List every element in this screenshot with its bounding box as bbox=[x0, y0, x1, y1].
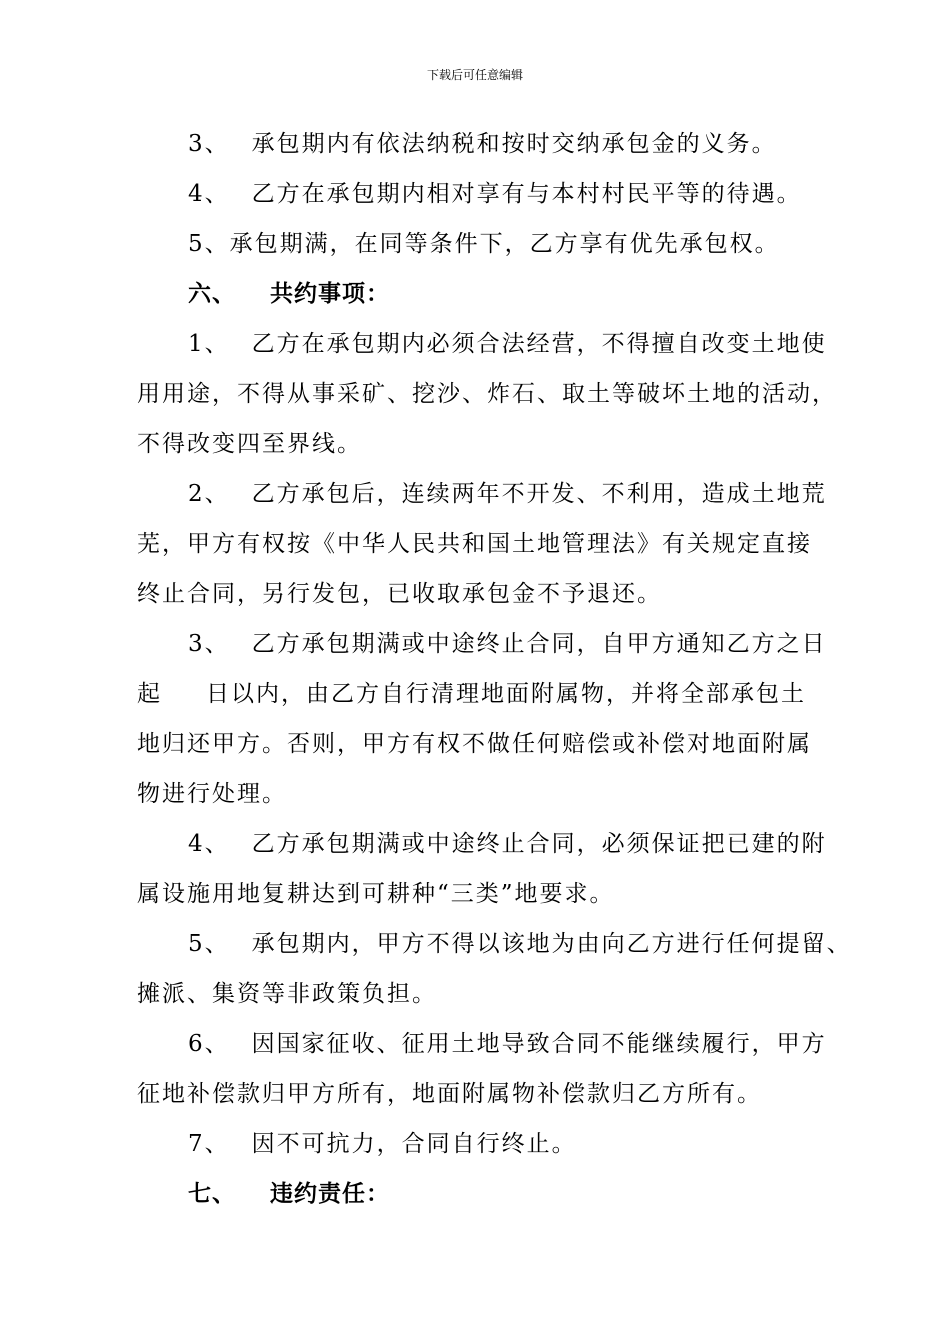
item-number: 1、 bbox=[188, 331, 230, 357]
agreement-item-1-line-2: 用用途，不得从事采矿、挖沙、炸石、取土等破坏土地的活动， bbox=[137, 381, 837, 407]
agreement-item-3-line-1 bbox=[188, 629, 908, 659]
agreement-item-6-line-1 bbox=[188, 1029, 908, 1059]
item-number: 2、 bbox=[188, 481, 230, 507]
page-header-note: 下载后可任意编辑 bbox=[426, 68, 523, 82]
section-title: 共约事项： bbox=[270, 281, 390, 307]
item-text: 因不可抗力，合同自行终止。 bbox=[251, 1131, 577, 1157]
item-number: 3、 bbox=[188, 631, 230, 657]
item-number: 6、 bbox=[188, 1031, 230, 1057]
item-text: 乙方承包期满或中途终止合同，自甲方通知乙方之日 bbox=[251, 631, 827, 657]
section-number: 六、 bbox=[188, 281, 236, 307]
agreement-item-7 bbox=[188, 1129, 908, 1159]
item-number: 7、 bbox=[188, 1131, 230, 1157]
rights-item-4 bbox=[188, 179, 908, 209]
rights-item-3 bbox=[188, 129, 908, 159]
item-text: 承包期内，甲方不得以该地为由向乙方进行任何提留、 bbox=[251, 931, 852, 957]
item-text: 乙方在承包期内相对享有与本村村民平等的待遇。 bbox=[251, 181, 802, 207]
section-heading-6 bbox=[188, 279, 908, 309]
item-text: 5、承包期满，在同等条件下，乙方享有优先承包权。 bbox=[188, 231, 780, 257]
agreement-item-1-line-1 bbox=[188, 329, 908, 359]
agreement-item-4-line-1 bbox=[188, 829, 908, 859]
item-text: 因国家征收、征用土地导致合同不能继续履行，甲方 bbox=[251, 1031, 827, 1057]
item-number: 4、 bbox=[188, 831, 230, 857]
agreement-item-5-line-1 bbox=[188, 929, 908, 959]
item-number: 4、 bbox=[188, 181, 230, 207]
item-text: 日以内，由乙方自行清理地面附属物，并将全部承包土 bbox=[206, 681, 806, 707]
agreement-item-4-line-2: 属设施用地复耕达到可耕种“三类”地要求。 bbox=[137, 881, 615, 907]
item-number: 5、 bbox=[188, 931, 230, 957]
agreement-item-5-line-2: 摊派、集资等非政策负担。 bbox=[137, 981, 437, 1007]
item-text: 乙方承包期满或中途终止合同，必须保证把已建的附 bbox=[251, 831, 827, 857]
item-text: 承包期内有依法纳税和按时交纳承包金的义务。 bbox=[251, 131, 777, 157]
section-title: 违约责任： bbox=[270, 1181, 390, 1207]
section-number: 七、 bbox=[188, 1181, 236, 1207]
rights-item-5 bbox=[188, 229, 908, 259]
agreement-item-1-line-3: 不得改变四至界线。 bbox=[137, 431, 362, 457]
agreement-item-2-line-3: 终止合同，另行发包，已收取承包金不予退还。 bbox=[137, 581, 662, 607]
section-heading-7 bbox=[188, 1179, 908, 1209]
agreement-item-3-line-4: 物进行处理。 bbox=[137, 781, 287, 807]
agreement-item-2-line-1 bbox=[188, 479, 908, 509]
agreement-item-2-line-2: 芜，甲方有权按《中华人民共和国土地管理法》有关规定直接 bbox=[137, 531, 812, 557]
item-number: 3、 bbox=[188, 131, 230, 157]
item-text: 乙方在承包期内必须合法经营，不得擅自改变土地使 bbox=[251, 331, 827, 357]
agreement-item-6-line-2: 征地补偿款归甲方所有，地面附属物补偿款归乙方所有。 bbox=[137, 1081, 762, 1107]
item-text: 乙方承包后，连续两年不开发、不利用，造成土地荒 bbox=[251, 481, 827, 507]
agreement-item-3-line-3: 地归还甲方。否则，甲方有权不做任何赔偿或补偿对地面附属 bbox=[137, 731, 812, 757]
agreement-item-3-line-2 bbox=[137, 679, 857, 709]
item-text: 起 bbox=[137, 681, 162, 707]
